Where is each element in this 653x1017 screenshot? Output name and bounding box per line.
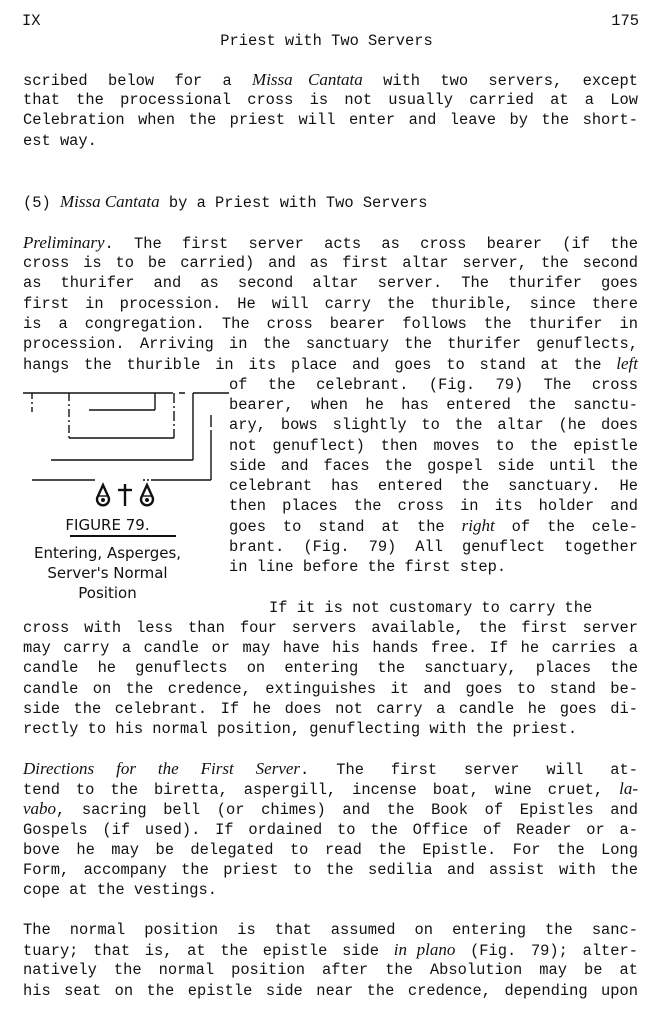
- text-segment: candle on the credence, extinguishes it and goes to stand be-: [23, 679, 638, 698]
- text-line: [23, 960, 638, 980]
- text-segment: side the celebrant. If he does not carry a candle he goes di-: [23, 699, 638, 718]
- text-line: [229, 557, 638, 577]
- text-line: [229, 375, 638, 395]
- section-title-italic: Missa Cantata: [59, 192, 160, 211]
- text-segment: cross is to be carried) and as first altar server, the second: [23, 254, 638, 273]
- text-segment: in line before the first step.: [229, 557, 507, 576]
- text-segment: side and faces the gospel side until the: [229, 456, 638, 475]
- text-line: [23, 759, 638, 780]
- italic-term: la-: [619, 779, 638, 799]
- text-segment: then places the cross in its holder and: [229, 497, 638, 516]
- text-line: [23, 618, 638, 638]
- text-segment: , sacring bell (or chimes) and the Book of Epistles and: [56, 801, 638, 820]
- page-number: 175: [611, 12, 639, 30]
- text-line: [23, 820, 638, 840]
- text-segment: tend to the biretta, aspergill, incense boat, wine cruet,: [23, 781, 620, 800]
- text-line: [23, 719, 638, 739]
- text-line: [23, 860, 638, 880]
- text-line: [23, 70, 638, 91]
- text-segment: natively the normal position after the Absolution may be at: [23, 961, 638, 980]
- text-line: [23, 981, 638, 1001]
- text-line: [23, 334, 638, 354]
- text-segment: cope at the vestings.: [23, 881, 217, 900]
- candle-icon: [141, 485, 153, 505]
- text-segment: (Fig. 79); alter-: [455, 942, 638, 961]
- text-line: [23, 658, 638, 678]
- text-line: [23, 638, 638, 658]
- text-segment: that the processional cross is not usually carried at a Low: [23, 91, 638, 110]
- text-line: [229, 496, 638, 516]
- text-line: [23, 699, 638, 719]
- figure-79-diagram: [0, 370, 230, 490]
- figure-symbols: [90, 482, 160, 514]
- text-line: [229, 395, 638, 415]
- italic-term: vabo: [23, 799, 57, 819]
- text-segment: Celebration when the priest will enter and leave by the short-: [23, 111, 638, 130]
- text-segment: goes to stand at the: [229, 518, 462, 537]
- text-segment: rectly to his normal position, genuflecting with the priest.: [23, 720, 578, 738]
- text-line: [23, 920, 638, 940]
- text-segment: cross with less than four servers available, the first server: [23, 619, 638, 637]
- figure-caption-line: Position: [78, 584, 137, 602]
- italic-term: in plano: [393, 940, 456, 960]
- section-title-rest: by a Priest with Two Servers: [159, 194, 428, 212]
- text-segment: is a congregation. The cross bearer follows the thurifer in: [23, 314, 638, 333]
- text-segment: candle he genuflects on entering the sanctuary, places the: [23, 659, 638, 678]
- running-head-chapter: IX: [22, 12, 41, 30]
- text-line: [23, 90, 638, 110]
- cross-icon: [118, 484, 132, 506]
- text-segment: Gospels (if used). If ordained to the Office of Reader or a-: [23, 820, 638, 839]
- text-segment: tuary; that is, at the epistle side: [23, 942, 394, 961]
- text-line: [23, 314, 638, 334]
- text-segment: not genuflect) then moves to the epistle: [229, 436, 638, 455]
- text-segment: Form, accompany the priest to the sedilia and assist with the: [23, 861, 638, 879]
- figure-symbol-row: [90, 482, 160, 508]
- text-line: [23, 679, 638, 699]
- text-line: [23, 840, 638, 860]
- text-segment: of the cele-: [494, 518, 638, 537]
- figure-caption-line: Entering, Asperges,: [33, 544, 182, 562]
- text-segment: . The first server will at-: [300, 761, 638, 779]
- section-number: (5): [23, 194, 51, 212]
- text-line: [23, 233, 638, 254]
- italic-term: Missa Cantata: [252, 70, 363, 89]
- figure-caption-line: Server's Normal: [47, 564, 168, 582]
- italic-term: left: [616, 354, 638, 374]
- figure-label: FIGURE 79.: [65, 516, 150, 534]
- text-segment: est way.: [23, 131, 97, 150]
- text-segment: The normal position is that assumed on entering the sanc-: [23, 921, 638, 939]
- text-segment: brant. (Fig. 79) All genuflect together: [229, 537, 638, 556]
- text-segment: may carry a candle or may have his hands free. If he carries a: [23, 639, 638, 658]
- text-segment: . The first server acts as cross bearer (if the: [104, 235, 638, 253]
- text-segment: bearer, when he has entered the sanctu-: [229, 396, 638, 415]
- italic-term: right: [461, 516, 495, 536]
- text-segment: with two servers, except: [362, 72, 638, 90]
- text-segment: scribed below for a: [23, 72, 253, 90]
- italic-term: Preliminary: [23, 233, 105, 252]
- text-line: [23, 131, 638, 151]
- text-segment: celebrant has entered the sanctuary. He: [229, 477, 638, 495]
- text-segment: as thurifer and as second altar server. The thurifer goes: [23, 274, 638, 293]
- section-heading: [23, 192, 427, 212]
- text-line: [229, 436, 638, 456]
- text-line: [229, 476, 638, 496]
- text-segment: of the celebrant. (Fig. 79) The cross: [229, 376, 638, 394]
- figure-label-underline: [70, 535, 176, 537]
- text-segment: ary, bows slightly to the altar (he does: [229, 416, 638, 435]
- text-segment: first in procession. He will carry the thurible, since there: [23, 294, 638, 313]
- text-line: [23, 940, 638, 961]
- text-segment: procession. Arriving in the sanctuary the thurifer genuflects,: [23, 335, 638, 353]
- text-segment: bove he may be delegated to read the Epistle. For the Long: [23, 840, 638, 859]
- text-line: [23, 294, 638, 314]
- text-line: [23, 880, 638, 900]
- text-line: [229, 537, 638, 557]
- text-line: [229, 415, 638, 435]
- text-line: [23, 253, 638, 273]
- page-title: Priest with Two Servers: [220, 32, 433, 50]
- text-segment: his seat on the epistle side near the credence, depending upon: [23, 981, 638, 1000]
- paragraph-line: If it is not customary to carry the: [269, 599, 593, 617]
- italic-term: Directions for the First Server: [23, 759, 301, 778]
- text-line: [23, 110, 638, 130]
- text-segment: hangs the thurible in its place and goes to stand at the: [23, 356, 617, 375]
- text-line: [23, 799, 638, 820]
- text-line: [229, 456, 638, 476]
- text-line: [23, 779, 638, 800]
- candle-icon: [97, 485, 109, 505]
- text-line: [23, 273, 638, 293]
- text-line: [229, 516, 638, 537]
